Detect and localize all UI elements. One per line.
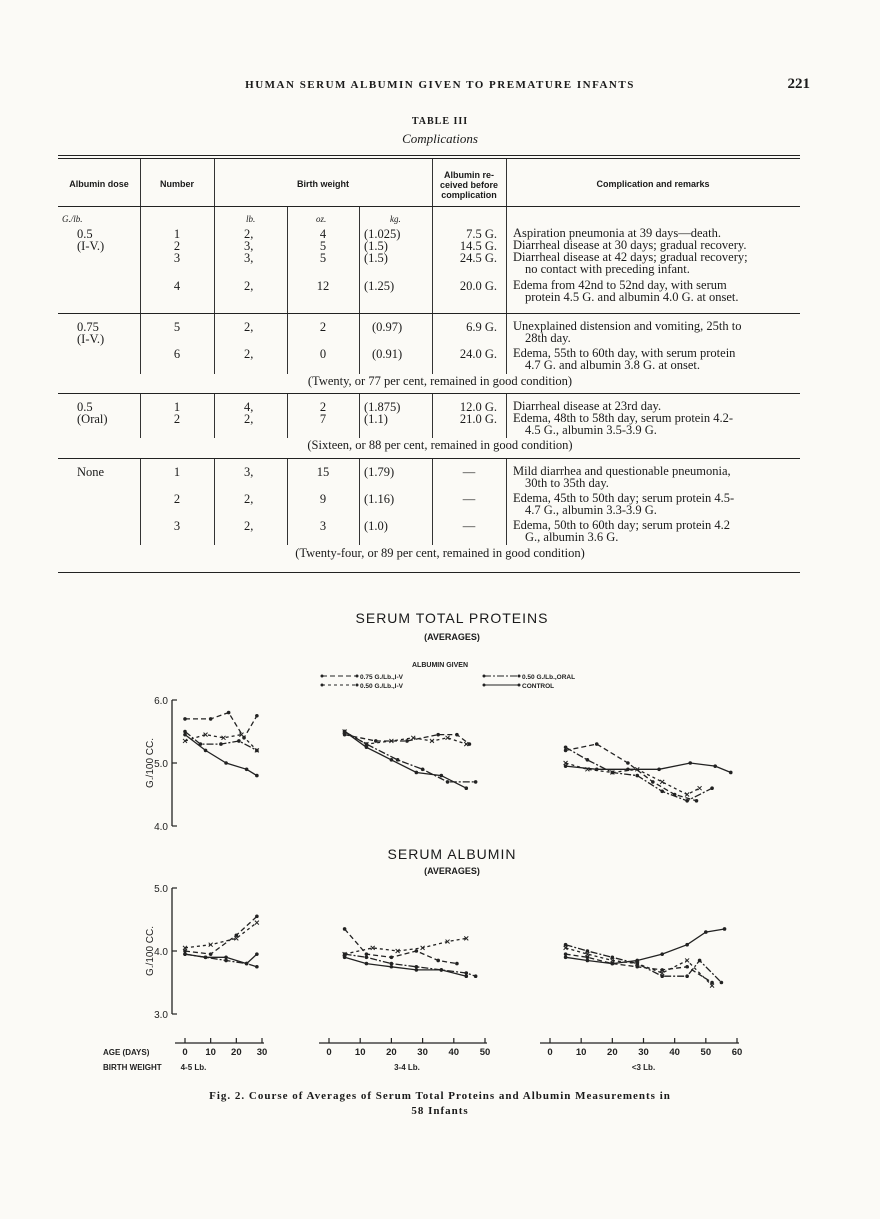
data-point [611,956,615,960]
legend-marker [321,675,324,678]
legend-title: ALBUMIN GIVEN [412,662,468,669]
table-title: Complications [402,131,478,146]
x-tick-label: 0 [182,1047,188,1058]
cell-number: 3 [173,251,181,265]
cell-kg: (1.875) [364,400,401,414]
data-point [464,786,468,790]
remark-line: Edema, 50th to 60th day; serum protein 4.2 [513,518,730,532]
series-line-1 [185,923,257,948]
birth-weight-group: 4-5 Lb. [180,1063,207,1072]
data-point [626,768,630,772]
data-point [343,730,347,734]
remark-line: 4.7 G. and albumin 3.8 G. at onset. [525,357,700,372]
data-point [365,952,369,956]
data-point [688,761,692,765]
data-point [365,742,369,746]
data-point [611,771,615,775]
legend-label: 0.50 G./Lb.,ORAL [522,674,576,681]
data-point [405,739,409,743]
cell-number: 4 [173,279,181,293]
remark-line: 4.5 G., albumin 3.5-3.9 G. [525,422,657,437]
y-axis-label: G./100 CC. [145,925,156,977]
x-axis-label: AGE (DAYS) [103,1048,150,1057]
remark-line: Edema, 48th to 58th day, serum protein 4.2- [513,411,733,425]
cell-number: 1 [173,227,181,241]
cell-lb: 3, [244,465,254,479]
data-point [255,915,259,919]
cell-albumin: 20.0 G. [459,279,497,293]
table-number: TABLE III [411,116,469,127]
figure-title-albumin: SERUM ALBUMIN [387,846,517,862]
x-tick-label: 40 [669,1047,680,1058]
data-point [183,717,187,721]
x-tick-label: 0 [326,1047,332,1058]
cell-kg: (1.5) [364,239,388,253]
cell-kg: (1.25) [364,279,395,293]
x-tick-label: 30 [638,1047,649,1058]
cell-lb: 2, [244,227,254,241]
cell-lb: 2, [244,320,254,334]
data-point [245,768,249,772]
cell-kg: (1.5) [364,251,388,265]
cell-kg: (1.025) [364,227,401,241]
running-title: HUMAN SERUM ALBUMIN GIVEN TO PREMATURE INFANTS [245,79,635,91]
remark-line: protein 4.5 G. and albumin 4.0 G. at onset. [525,289,739,304]
x-tick-label: 20 [607,1047,618,1058]
data-point [474,780,478,784]
series-line-3 [345,732,467,789]
data-point [415,968,419,972]
cell-kg: (1.1) [364,412,388,426]
y-tick-label: 4.0 [154,822,168,833]
data-point [415,965,419,969]
col-header-received-line: ceived before [439,180,499,190]
cell-oz: 5 [319,251,327,265]
data-point [255,774,259,778]
x-tick-label: 10 [354,1047,366,1058]
birth-weight-group: 3-4 Lb. [394,1063,420,1072]
data-point [611,962,615,966]
group-route: (I-V.) [77,239,105,253]
remark-line: 4.7 G., albumin 3.3-3.9 G. [525,502,657,517]
x-tick-label: 0 [547,1047,553,1058]
remark-line: G., albumin 3.6 G. [525,529,619,544]
group-dose: 0.5 [77,227,93,241]
remark-line: Edema, 45th to 50th day; serum protein 4.5- [513,491,735,505]
remark-line: Diarrheal disease at 30 days; gradual recovery. [513,238,747,252]
data-point [698,959,702,963]
data-point [564,749,568,753]
data-point [224,959,228,963]
data-point [227,711,231,715]
cell-oz: 3 [319,519,327,533]
data-point [564,745,568,749]
group-summary: (Twenty-four, or 89 per cent, remained in good condition) [295,546,585,560]
data-point [446,780,450,784]
data-point [685,965,689,969]
cell-albumin: — [462,519,476,533]
remark-line: Diarrheal disease at 42 days; gradual recovery; [513,250,748,264]
legend-marker [356,675,359,678]
data-point [390,758,394,762]
group-dose: 0.5 [77,400,93,414]
cell-kg: (1.79) [364,465,395,479]
remark-line: no contact with preceding infant. [525,261,690,276]
x-tick-label: 20 [231,1047,242,1058]
series-line-3 [345,957,467,976]
group-route: (I-V.) [77,332,105,346]
data-point [660,952,664,956]
x-tick-label: 30 [256,1047,268,1058]
cell-number: 5 [173,320,181,334]
series-line-2 [185,732,257,751]
group-summary: (Sixteen, or 88 per cent, remained in good condition) [307,438,573,452]
data-point [464,971,468,975]
data-point [595,742,599,746]
data-point [421,768,425,772]
cell-lb: 2, [244,347,254,361]
cell-albumin: 14.5 G. [459,239,497,253]
cell-albumin: — [462,492,476,506]
data-point [455,733,459,737]
legend-marker [483,675,486,678]
data-point [586,959,590,963]
cell-kg: (1.16) [364,492,395,506]
data-point [204,956,208,960]
series-line-2 [345,954,476,976]
cell-albumin: 6.9 G. [466,320,497,334]
cell-oz: 5 [319,239,327,253]
remark-line: Unexplained distension and vomiting, 25th to [513,319,742,333]
data-point [219,742,223,746]
series-line-3 [566,763,731,773]
cell-oz: 2 [319,400,327,414]
cell-albumin: 24.0 G. [459,347,497,361]
cell-lb: 3, [244,239,254,253]
data-point [255,921,259,925]
cell-lb: 2, [244,279,254,293]
data-point [224,761,228,765]
data-point [704,930,708,934]
cell-number: 2 [173,412,181,426]
data-point [685,974,689,978]
data-point [343,956,347,960]
remark-line: 28th day. [525,330,571,345]
col-header-number: Number [159,179,194,189]
remark-line: Mild diarrhea and questionable pneumonia, [513,464,731,478]
data-point [365,956,369,960]
data-point [635,962,639,966]
data-point [440,774,444,778]
data-point [586,949,590,953]
series-line-0 [566,744,697,801]
data-point [224,956,228,960]
group-dose: None [77,465,105,479]
data-point [564,764,568,768]
data-point [374,739,378,743]
legend-marker [518,684,521,687]
data-point [209,952,213,956]
group-route: (Oral) [77,412,108,426]
cell-number: 1 [173,465,181,479]
cell-kg: (1.0) [364,519,388,533]
legend-marker [483,684,486,687]
unit-kg: kg. [390,214,401,224]
data-point [564,956,568,960]
unit-dose: G./lb. [62,214,83,224]
legend-label: CONTROL [522,683,555,690]
cell-albumin: 21.0 G. [459,412,497,426]
cell-oz: 2 [319,320,327,334]
data-point [710,786,714,790]
group-dose: 0.75 [77,320,99,334]
data-point [729,771,733,775]
data-point [695,799,699,803]
unit-oz: oz. [316,214,327,224]
data-point [204,749,208,753]
data-point [657,768,661,772]
data-point [255,965,259,969]
data-point [720,981,724,985]
data-point [635,774,639,778]
y-tick-label: 3.0 [154,1010,168,1021]
data-point [464,974,468,978]
data-point [255,714,259,718]
remark-line: Diarrheal disease at 23rd day. [513,399,662,413]
data-point [595,768,599,772]
data-point [586,758,590,762]
data-point [365,962,369,966]
page-number: 221 [787,76,810,92]
cell-oz: 12 [316,279,330,293]
data-point [660,974,664,978]
cell-albumin: 12.0 G. [459,400,497,414]
cell-number: 3 [173,519,181,533]
data-point [183,952,187,956]
y-tick-label: 5.0 [154,884,168,895]
data-point [474,974,478,978]
cell-oz: 15 [316,465,330,479]
birth-weight-group: <3 Lb. [631,1063,656,1072]
figure-caption-line2: 58 Infants [411,1105,469,1117]
group-summary: (Twenty, or 77 per cent, remained in good condition) [307,374,573,388]
data-point [455,962,459,966]
series-line-0 [345,929,457,964]
cell-lb: 2, [244,492,254,506]
cell-oz: 7 [319,412,327,426]
cell-albumin: 24.5 G. [459,251,497,265]
data-point [390,962,394,966]
data-point [390,965,394,969]
cell-kg: (0.97) [372,320,403,334]
col-header-remarks: Complication and remarks [596,179,710,189]
data-point [713,764,717,768]
col-header-received-line: complication [441,190,497,200]
cell-albumin: — [462,465,476,479]
data-point [564,952,568,956]
cell-lb: 4, [244,400,254,414]
series-line-0 [185,916,257,954]
col-header-dose: Albumin dose [69,179,129,189]
data-point [635,959,639,963]
x-tick-label: 50 [700,1047,712,1058]
x-tick-label: 50 [479,1047,491,1058]
data-point [685,799,689,803]
data-point [436,959,440,963]
figure-caption: Fig. 2. Course of Averages of Serum Total Proteins and Albumin Measurements in [209,1090,671,1102]
legend-marker [321,684,324,687]
series-line-0 [185,713,257,738]
y-tick-label: 4.0 [154,947,168,958]
data-point [390,956,394,960]
data-point [237,739,241,743]
data-point [698,786,702,790]
data-point [660,790,664,794]
legend-marker [518,675,521,678]
cell-kg: (0.91) [372,347,403,361]
unit-lb: lb. [246,214,256,224]
data-point [415,771,419,775]
figure-title-proteins: SERUM TOTAL PROTEINS [355,610,549,626]
cell-oz: 9 [319,492,327,506]
legend-label: 0.75 G./Lb.,I-V [360,674,403,681]
x-tick-label: 30 [417,1047,428,1058]
data-point [255,749,259,753]
data-point [685,958,689,962]
cell-oz: 4 [319,227,327,241]
figure-subtitle-albumin: (AVERAGES) [424,866,480,876]
remark-line: Edema, 55th to 60th day, with serum protein [513,346,736,360]
x-tick-label: 10 [575,1047,587,1058]
cell-albumin: 7.5 G. [466,227,497,241]
data-point [245,962,249,966]
legend-label: 0.50 G./Lb.,I-V [360,683,403,690]
y-tick-label: 5.0 [154,759,168,770]
data-point [209,717,213,721]
cell-lb: 2, [244,519,254,533]
data-point [415,949,419,953]
cell-lb: 3, [244,251,254,265]
col-header-received-line: Albumin re- [443,170,494,180]
data-point [255,952,259,956]
y-tick-label: 6.0 [154,696,168,707]
data-point [685,943,689,947]
data-point [436,733,440,737]
x-tick-label: 10 [205,1047,216,1058]
cell-number: 6 [173,347,181,361]
remark-line: 30th to 35th day. [525,475,609,490]
data-point [343,952,347,956]
cell-number: 2 [173,492,181,506]
data-point [440,968,444,972]
x-tick-label: 40 [448,1047,460,1058]
data-point [651,780,655,784]
birth-weight-label: BIRTH WEIGHT [103,1063,162,1072]
figure-subtitle-proteins: (AVERAGES) [424,632,480,642]
y-axis-label: G./100 CC. [145,737,156,789]
x-tick-label: 60 [731,1047,743,1058]
data-point [396,758,400,762]
legend-marker [356,684,359,687]
remark-line: Aspiration pneumonia at 39 days—death. [513,226,721,240]
cell-oz: 0 [319,347,327,361]
data-point [626,761,630,765]
data-point [564,943,568,947]
data-point [343,927,347,931]
col-header-birth-weight: Birth weight [297,179,349,189]
data-point [365,745,369,749]
data-point [183,730,187,734]
remark-line: Edema from 42nd to 52nd day, with serum [513,278,727,292]
data-point [183,733,187,737]
cell-number: 1 [173,400,181,414]
cell-lb: 2, [244,412,254,426]
x-tick-label: 20 [386,1047,397,1058]
cell-number: 2 [173,239,181,253]
data-point [723,927,727,931]
